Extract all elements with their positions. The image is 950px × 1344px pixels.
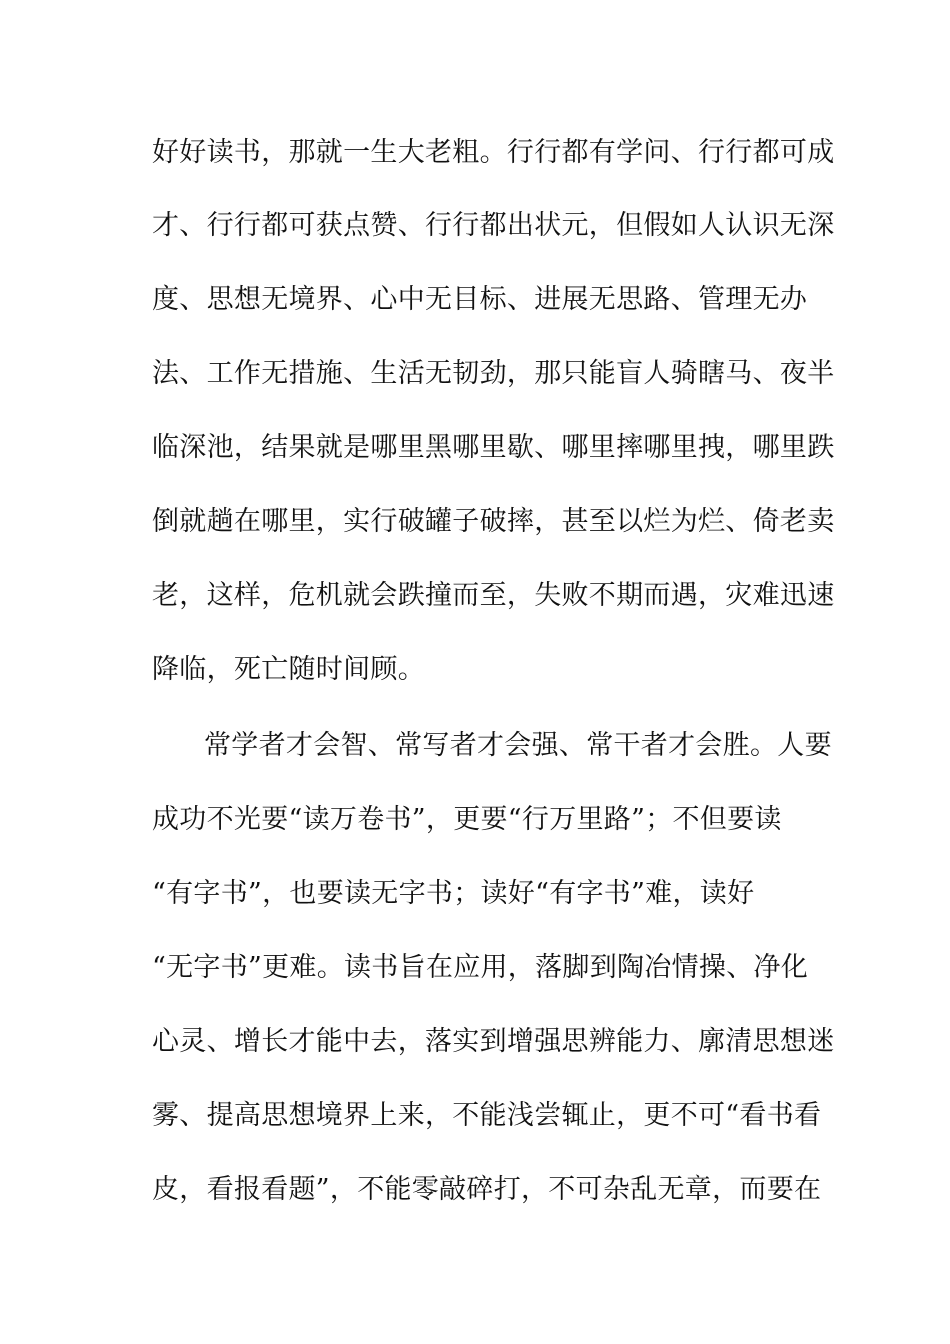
text-line: “无字书”更难。读书旨在应用，落脚到陶冶情操、净化	[152, 952, 809, 983]
text-line: 老，这样，危机就会跌撞而至，失败不期而遇，灾难迅速	[152, 580, 835, 611]
paragraph-first-line: 常学者才会智、常写者才会强、常干者才会胜。人要	[204, 730, 832, 761]
text-line: “有字书”，也要读无字书；读好“有字书”难，读好	[152, 878, 755, 909]
text-line: 成功不光要“读万卷书”，更要“行万里路”；不但要读	[152, 804, 782, 835]
text-line: 法、工作无措施、生活无韧劲，那只能盲人骑瞎马、夜半	[152, 358, 835, 389]
text-line: 度、思想无境界、心中无目标、进展无思路、管理无办	[152, 284, 808, 315]
text-line: 好好读书，那就一生大老粗。行行都有学问、行行都可成	[152, 137, 835, 168]
text-line: 皮，看报看题”，不能零敲碎打，不可杂乱无章，而要在	[152, 1174, 822, 1205]
text-line: 心灵、增长才能中去，落实到增强思辨能力、廓清思想迷	[152, 1026, 835, 1057]
text-line: 才、行行都可获点赞、行行都出状元，但假如人认识无深	[152, 210, 835, 241]
text-line: 降临，死亡随时间顾。	[152, 654, 425, 685]
text-line: 雾、提高思想境界上来，不能浅尝辄止，更不可“看书看	[152, 1100, 822, 1131]
text-line: 倒就趟在哪里，实行破罐子破摔，甚至以烂为烂、倚老卖	[152, 506, 835, 537]
text-line: 临深池，结果就是哪里黑哪里歇、哪里摔哪里拽，哪里跌	[152, 432, 835, 463]
